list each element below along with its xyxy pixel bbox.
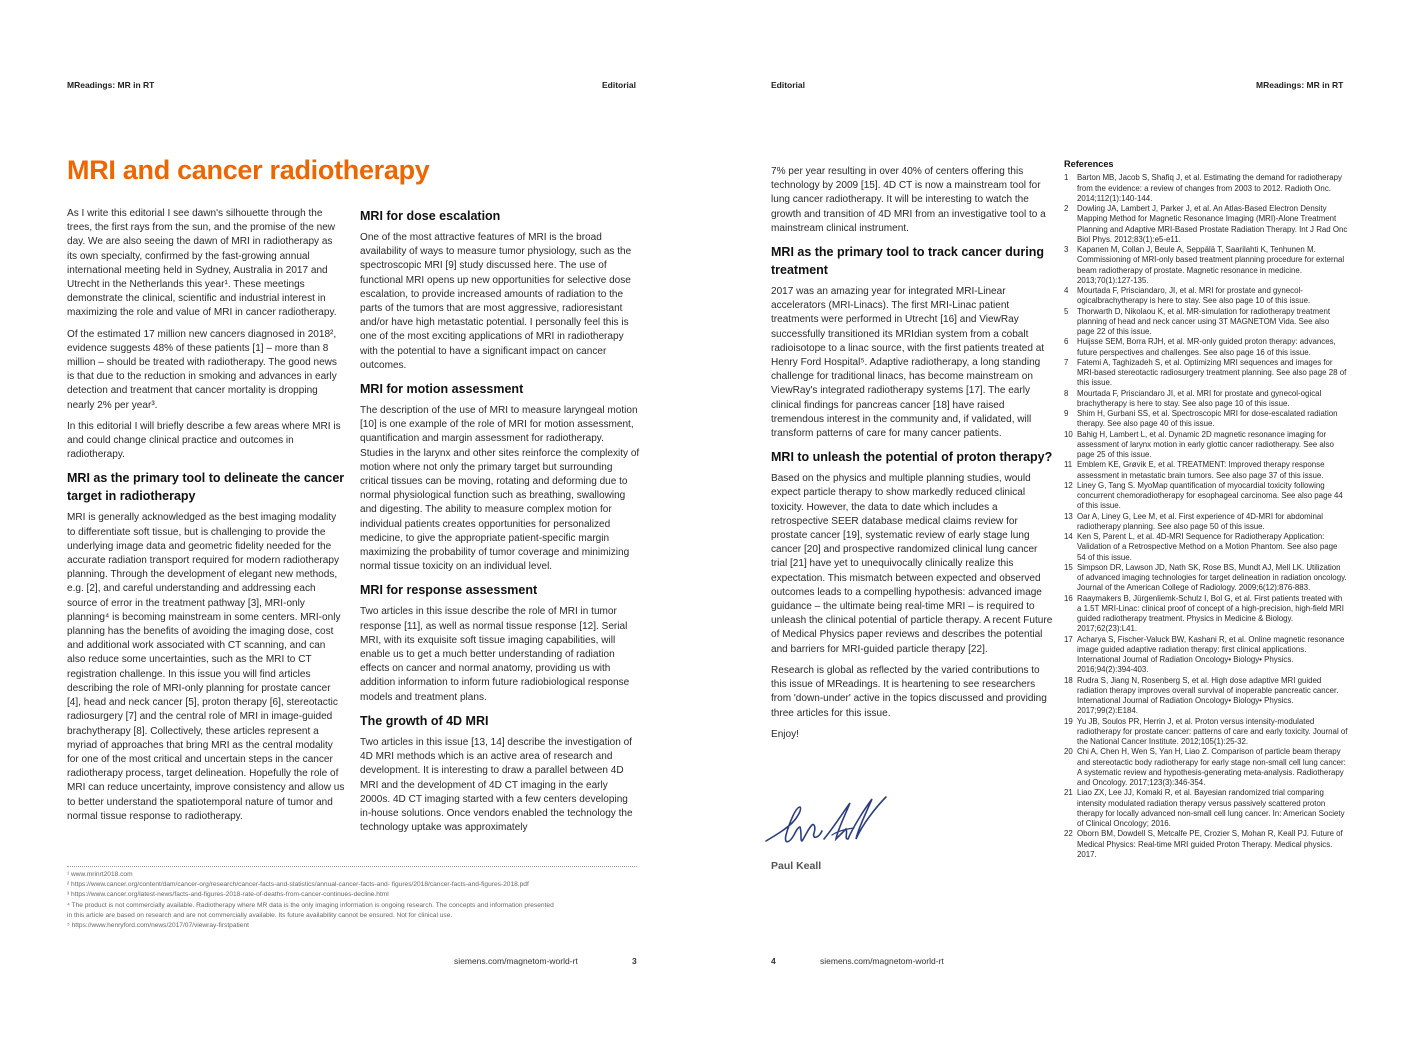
reference-item	[1064, 245, 1348, 286]
article-column-2	[360, 207, 640, 842]
paragraph: Based on the physics and multiple planning studies, would expect particle therapy to show markedly reduced clinical toxicity. However, the data to date which includes a retrospective SEER database medical claims review for prostate cancer [19], systematic review of early stage lung cancer [20] and prospective randomized clinical lung cancer trial [21] have yet to unequivocally clinically realize this expectation. This mismatch between expected and observed outcomes leads to a compelling hypothesis: advanced image guidance – the ultimate being real-time MRI – is required to unleash the clinical potential of particle therapy. A recent Future of Medical Physics paper reviews and describes the potential and barriers for MRI-guided particle therapy [22].	[771, 473, 1053, 655]
reference-item	[1064, 173, 1348, 204]
page-number-right: 4	[771, 956, 776, 966]
paragraph: 7% per year resulting in over 40% of centers offering this technology by 2009 [15]. 4D CT is now a mainstream tool for lung cancer radiotherapy. It will be interesting to watch the growth and transition of 4D MRI from an investigative tool to a mainstream clinical instrument.	[771, 166, 1046, 234]
reference-number: 1	[1064, 173, 1069, 183]
reference-number: 14	[1064, 532, 1073, 541]
footnote: ⁴ The product is not commercially available. Radiotherapy where MR data is the only imaging information is ongoing research. The concepts and information presented	[67, 901, 554, 909]
closing-line: Enjoy!	[771, 728, 799, 740]
reference-item	[1064, 358, 1348, 389]
article-column-3	[771, 165, 1053, 749]
reference-text: Yu JB, Soulos PR, Herrin J, et al. Proton versus intensity-modulated radiotherapy for prostate cancer: patterns of care and early toxicity. Journal of the National Cancer Institute. 2012;105(1):25-32.	[1077, 716, 1348, 746]
reference-text: Acharya S, Fischer-Valuck BW, Kashani R, et al. Online magnetic resonance image guided adaptive radiation therapy: first clinical applications. International Journal of Radiation Oncology• Biology• Physics. 2016;94(2):394-403.	[1077, 634, 1345, 675]
page-footer-url-right: siemens.com/magnetom-world-rt	[820, 956, 944, 966]
reference-number: 8	[1064, 388, 1069, 398]
reference-number: 13	[1064, 511, 1073, 521]
reference-number: 6	[1064, 337, 1069, 347]
footnote: ¹ www.mrinrt2018.com	[67, 871, 133, 878]
reference-number: 16	[1064, 593, 1073, 603]
paragraph: The description of the use of MRI to measure laryngeal motion [10] is one example of the role of MRI for motion assessment, quantification and margin assessment for radiotherapy. Studies in the larynx and other sites reinforce the complexity of motion where not only the primary target but surrounding critical tissues can be moving, rotating and deforming due to normal physiological function such as breathing, swallowing and digesting. The ability to measure complex motion for individual patients creates opportunities for personalized medicine, to give the appropriate patient-specific margin maximizing the probability of tumor coverage and minimizing normal tissue toxicity on an individual level.	[360, 405, 640, 573]
reference-item	[1064, 594, 1348, 635]
page-footer-url-left: siemens.com/magnetom-world-rt	[454, 956, 578, 966]
reference-text: Dowling JA, Lambert J, Parker J, et al. An Atlas-Based Electron Density Mapping Method for Magnetic Resonance Imaging (MRI)-Alone Treatment Planning and Adaptive MRI-Based Prostate Radiation Therapy. Int J Rad Onc Biol Phys. 2012;83(1):e5-e11.	[1077, 204, 1348, 244]
reference-text: Fatemi A, Taghizadeh S, et al. Optimizing MRI sequences and images for MRI-based stereotactic radiosurgery treatment planning. See also page 28 of this issue.	[1077, 357, 1347, 388]
section-heading: MRI for response assessment	[360, 583, 538, 598]
reference-number: 20	[1064, 747, 1073, 757]
reference-text: Bahig H, Lambert L, et al. Dynamic 2D magnetic resonance imaging for assessment of larynx motion in early glottic cancer radiotherapy. See also page 25 of this issue.	[1077, 429, 1334, 459]
reference-item	[1064, 430, 1348, 461]
reference-item	[1064, 829, 1348, 860]
reference-number: 2	[1064, 204, 1069, 213]
footnote: in this article are based on research and are not commercially available. Its future availability cannot be ensured. Not for clinical use.	[67, 911, 453, 919]
page-number-left: 3	[632, 956, 637, 966]
references-section	[1064, 159, 1348, 860]
paragraph: One of the most attractive features of MRI is the broad availability of ways to measure tumor physiology, such as the spectroscopic MRI [9] study discussed here. The use of functional MRI opens up new opportunities for selective dose escalation, to provide increased amounts of radiation to the parts of the tumors that are most aggressive, radioresistant and/or have high metastatic potential. I personally feel this is one of the most exciting applications of MRI in radiotherapy with the potential to have a significant impact on cancer outcomes.	[360, 232, 632, 371]
paragraph: As I write this editorial I see dawn's silhouette through the trees, the first rays from the sun, and the promise of the new day. We are also seeing the dawn of MRI in radiotherapy as its own specialty, confirmed by the fast-growing annual international meeting held in Sydney, Australia in 2017 and Utrecht in the Netherlands this year¹. These meetings demonstrate the clinical, scientific and industrial interest in maximizing the role and value of MRI in cancer radiotherapy.	[67, 208, 337, 319]
footnote: ² https://www.cancer.org/content/dam/cancer-org/research/cancer-facts-and-statistics/annual-cancer-facts-and- figures/2018/cancer-facts-and-figures-2018.pdf	[67, 881, 529, 889]
paragraph: MRI is generally acknowledged as the best imaging modality to differentiate soft tissue, but is challenging to provide the underlying image data and geometric fidelity needed for the accurate radiation transport required for modern radiotherapy planning. Through the development of elegant new methods, e.g. [2], and careful understanding and addressing each source of error in the treatment pathway [3], MRI-only planning⁴ is becoming mainstream in some centers. MRI-only planning has the benefits of avoiding the imaging dose, cost and additional work associated with CT scanning, and can also reduce some uncertainties, such as the MRI to CT registration challenge. In this issue you will find articles describing the role of MRI-only planning for prostate cancer [4], head and neck cancer [5], proton therapy [6], stereotactic radiosurgery [7] and the central role of MRI in image-guided brachytherapy [8]. Collectively, these articles represent a myriad of approaches that bring MRI as the central modality for one of the most critical and uncertain steps in the cancer radiotherapy process, target delineation. Hopefully the role of MRI can reduce uncertainty, improve consistency and allow us to better understand the spatiotemporal nature of tumor and normal tissue response to radiotherapy.	[67, 512, 345, 822]
references-list	[1064, 173, 1348, 860]
reference-number: 4	[1064, 286, 1069, 295]
paragraph: 2017 was an amazing year for integrated MRI-Linear accelerators (MRI-Linacs). The first MRI-Linac patient treatments were performed in Utrecht [16] and ViewRay successfully transitioned its MRIdian system from a cobalt radioisotope to a linac source, with the first patients treated at Henry Ford Hospital⁵. Adaptive radiotherapy, a long standing challenge for traditional linacs, has become mainstream on ViewRay's integrated radiotherapy systems [17]. The early clinical findings for pancreas cancer [18] have raised tremendous interest in the community and, if validated, will transform patterns of care for many cancer patients.	[771, 286, 1045, 440]
reference-text: Emblem KE, Grøvik E, et al. TREATMENT: Improved therapy response assessment in metastatic brain tumors. See also page 37 of this issue.	[1077, 460, 1325, 480]
reference-number: 19	[1064, 716, 1073, 726]
reference-item	[1064, 635, 1348, 676]
reference-text: Mourtada F, Prisciandaro, JI, et al. MRI for prostate and gynecol-ogicalbrachytherapy is here to stay. See also page 10 of this issue.	[1077, 286, 1311, 306]
paragraph: In this editorial I will briefly describe a few areas where MRI is and could change clinical practice and outcomes in radiotherapy.	[67, 420, 341, 461]
reference-item	[1064, 717, 1348, 748]
reference-item	[1064, 676, 1348, 717]
section-heading: MRI as the primary tool to track cancer during treatment	[771, 245, 1044, 278]
reference-text: Simpson DR, Lawson JD, Nath SK, Rose BS, Mundt AJ, Mell LK. Utilization of advanced imaging technologies for target delineation in radiation oncology. Journal of the American College of Radiology. 2009;6(12):876-883.	[1077, 562, 1347, 593]
reference-text: Oar A, Liney G, Lee M, et al. First experience of 4D-MRI for abdominal radiotherapy planning. See also page 50 of this issue.	[1077, 511, 1324, 531]
reference-item	[1064, 286, 1348, 307]
reference-text: Chi A, Chen H, Wen S, Yan H, Liao Z. Comparison of particle beam therapy and stereotactic body radiotherapy for early stage non-small cell lung cancer: A systematic review and hypothesis-generating meta-analysis. Radiotherapy and Oncology. 2017;123(3):346-354.	[1077, 747, 1346, 787]
paragraph: Research is global as reflected by the varied contributions to this issue of MReadings. It is heartening to see researchers from 'down-under' active in the topics discussed and providing three articles for this issue.	[771, 664, 1047, 719]
reference-number: 3	[1064, 245, 1069, 254]
section-heading: MRI as the primary tool to delineate the cancer target in radiotherapy	[67, 471, 345, 504]
paragraph: Two articles in this issue describe the role of MRI in tumor response [11], as well as normal tissue response [12]. Serial MRI, with its exquisite soft tissue imaging capabilities, will enable us to get a much better understanding of radiation effects on cancer and normal anatomy, providing us with addition information to inform future radiobiological response models and treatment plans.	[360, 606, 630, 703]
reference-number: 11	[1064, 460, 1073, 470]
reference-text: Thorwarth D, Nikolaou K, et al. MR-simulation for radiotherapy treatment planning of head and neck cancer using 3T MAGNETOM Vida. See also page 22 of this issue.	[1077, 306, 1331, 336]
reference-text: Ken S, Parent L, et al. 4D-MRI Sequence for Radiotherapy Application: Validation of a Retrospective Method on a Motion Phantom. See also page 54 of this issue.	[1077, 532, 1338, 562]
reference-item	[1064, 460, 1348, 481]
paragraph: Two articles in this issue [13, 14] describe the investigation of 4D MRI methods which is an active area of research and development. It is interesting to draw a parallel between 4D MRI and the development of 4D CT imaging in the early 2000s. 4D CT imaging started with a few centers developing in-house solutions. Once vendors enabled the technology the technology uptake was approximately	[360, 736, 633, 834]
reference-number: 5	[1064, 306, 1069, 316]
reference-item	[1064, 481, 1348, 512]
reference-text: Oborn BM, Dowdell S, Metcalfe PE, Crozier S, Mohan R, Keall PJ. Future of Medical Physics: Real-time MRI guided Proton Therapy. Medical physics. 2017.	[1077, 829, 1343, 859]
reference-number: 12	[1064, 480, 1073, 490]
reference-number: 9	[1064, 409, 1069, 418]
footnote: ³ https://www.cancer.org/latest-news/facts-and-figures-2018-rate-of-deaths-from-cancer-continues-decline.html	[67, 891, 389, 899]
reference-text: Barton MB, Jacob S, Shafiq J, et al. Estimating the demand for radiotherapy from the evidence: a review of changes from 2003 to 2012. Radioth Onc. 2014;112(1):140-144.	[1077, 173, 1342, 203]
footnotes	[67, 866, 637, 931]
reference-text: Shim H, Gurbani SS, et al. Spectroscopic MRI for dose-escalated radiation therapy. See also page 40 of this issue.	[1077, 409, 1338, 429]
running-header-publication-left: MReadings: MR in RT	[67, 80, 155, 90]
section-heading: MRI for motion assessment	[360, 382, 524, 397]
running-header-section-right: Editorial	[771, 80, 806, 90]
signature-image	[762, 795, 907, 853]
reference-item	[1064, 788, 1348, 829]
reference-item	[1064, 204, 1348, 245]
reference-text: Liney G, Tang S. MyoMap quantification of myocardial toxicity following concurrent chemoradiotherapy for esophageal carcinoma. See also page 44 of this issue.	[1077, 480, 1343, 511]
footnote: ⁵ https://www.henryford.com/news/2017/07/viewray-firstpatient	[67, 922, 249, 930]
author-name: Paul Keall	[771, 860, 822, 872]
reference-item	[1064, 512, 1348, 533]
reference-text: Rudra S, Jiang N, Rosenberg S, et al. High dose adaptive MRI guided radiation therapy improves overall survival of inoperable pancreatic cancer. International Journal of Radiation Oncology• Biology• Physics. 2017;99(2):E184.	[1077, 675, 1339, 716]
section-heading: MRI to unleash the potential of proton therapy?	[771, 450, 1053, 465]
reference-text: Kapanen M, Collan J, Beule A, Seppälä T, Saarilahti K, Tenhunen M. Commissioning of MRI-only based treatment planning procedure for external beam radiotherapy of prostate. Magnetic resonance in medicine. 2013;70(1):127-135.	[1077, 245, 1345, 285]
reference-number: 15	[1064, 562, 1073, 572]
article-title: MRI and cancer radiotherapy	[67, 155, 430, 185]
references-heading: References	[1064, 159, 1114, 169]
running-header-publication-right: MReadings: MR in RT	[1256, 80, 1344, 90]
paragraph: Of the estimated 17 million new cancers diagnosed in 2018², evidence suggests 48% of these patients [1] – more than 8 million – should be treated with radiotherapy. The good news is that due to the reduction in smoking and advances in early detection and treatment that cancer mortality is dropping nearly 2% per year³.	[67, 328, 337, 411]
reference-number: 22	[1064, 829, 1073, 839]
reference-number: 17	[1064, 634, 1073, 644]
reference-item	[1064, 747, 1348, 788]
reference-item	[1064, 389, 1348, 410]
section-heading: MRI for dose escalation	[360, 209, 501, 223]
reference-number: 10	[1064, 429, 1073, 439]
article-column-1	[67, 207, 345, 831]
reference-text: Mourtada F, Prisciandaro JI, et al. MRI for prostate and gynecol-ogical brachytherapy is here to stay. See also page 10 of this issue.	[1077, 388, 1322, 408]
reference-text: Huijsse SEM, Borra RJH, et al. MR-only guided proton therapy: advances, future perspectives and challenges. See also page 16 of this issue.	[1077, 337, 1336, 357]
running-header-section-left: Editorial	[602, 80, 637, 90]
reference-number: 18	[1064, 675, 1073, 685]
reference-text: Liao ZX, Lee JJ, Komaki R, et al. Bayesian randomized trial comparing intensity modulated radiation therapy versus passively scattered proton therapy for locally advanced non-small cell lung cancer. In: American Society of Clinical Oncology; 2016.	[1077, 788, 1345, 828]
reference-item	[1064, 563, 1348, 594]
reference-item	[1064, 409, 1348, 430]
reference-item	[1064, 532, 1348, 563]
section-heading: The growth of 4D MRI	[360, 713, 489, 728]
reference-number: 7	[1064, 357, 1069, 367]
reference-item	[1064, 337, 1348, 358]
reference-text: Raaymakers B, Jürgenliemk-Schulz I, Bol G, et al. First patients treated with a 1.5T MRI-Linac: clinical proof of concept of a high-precision, high-field MRI guided radiotherapy treatment. Physics in Medicine & Biology. 2017;62(23):L41.	[1077, 593, 1344, 634]
reference-item	[1064, 307, 1348, 338]
reference-number: 21	[1064, 788, 1073, 798]
